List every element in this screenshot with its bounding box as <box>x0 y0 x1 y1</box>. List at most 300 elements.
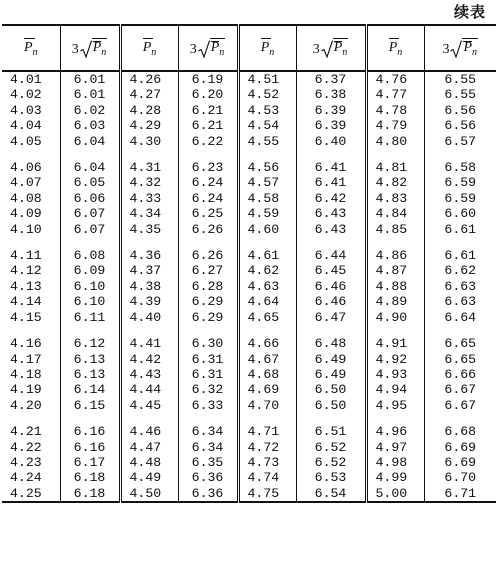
overline <box>143 38 154 39</box>
root-value: 6.26 <box>191 248 224 264</box>
root-value: 6.26 <box>191 221 224 237</box>
root-value: 6.61 <box>444 221 477 237</box>
p-value: 4.85 <box>375 221 408 237</box>
root-value: 6.42 <box>314 190 347 206</box>
p-value: 4.53 <box>247 102 280 118</box>
header-p-bar <box>120 25 178 71</box>
p-value: 4.40 <box>129 309 162 325</box>
root-value: 6.15 <box>73 397 106 413</box>
root-value-column <box>178 71 238 502</box>
row-group <box>179 424 237 501</box>
p-subscript: n <box>32 46 38 58</box>
p-value: 4.14 <box>10 294 42 310</box>
root-value-column <box>296 71 366 502</box>
p-value: 4.16 <box>10 336 42 352</box>
root-value: 6.67 <box>444 397 477 413</box>
p-value: 4.80 <box>375 133 408 149</box>
row-group <box>425 336 497 413</box>
root-value: 6.55 <box>444 72 477 87</box>
root-value: 6.18 <box>73 470 106 486</box>
p-value: 4.88 <box>375 278 408 294</box>
p-value: 4.69 <box>247 382 280 398</box>
root-value: 6.47 <box>314 309 347 325</box>
p-value: 4.83 <box>375 190 408 206</box>
root-value: 6.63 <box>444 294 477 310</box>
row-group <box>425 424 497 501</box>
root-value: 6.24 <box>191 190 224 206</box>
radicand-letter: P <box>92 40 102 56</box>
row-group <box>297 72 365 149</box>
row-group <box>297 160 365 237</box>
p-bar-symbol <box>389 38 403 58</box>
root-value: 6.13 <box>73 351 106 367</box>
root-value: 6.65 <box>444 336 477 352</box>
radicand-subscript: n <box>342 46 348 58</box>
radicand-overline <box>93 41 102 42</box>
p-value: 4.68 <box>247 366 280 382</box>
p-value: 4.19 <box>10 382 42 398</box>
p-value: 4.11 <box>10 248 42 264</box>
p-value: 4.62 <box>247 263 280 279</box>
p-value: 4.46 <box>129 424 162 440</box>
root-value: 6.52 <box>314 439 347 455</box>
p-value: 4.18 <box>10 366 42 382</box>
p-value: 4.93 <box>375 366 408 382</box>
root-value: 6.12 <box>73 336 106 352</box>
p-value: 4.64 <box>247 294 280 310</box>
p-value: 4.56 <box>247 160 280 176</box>
row-group <box>61 424 119 501</box>
root-value: 6.69 <box>444 439 477 455</box>
table-caption: 续表 <box>453 3 486 21</box>
root-value: 6.25 <box>191 206 224 222</box>
root-value: 6.36 <box>191 470 224 486</box>
p-value-column <box>238 71 296 502</box>
p-value: 4.75 <box>247 485 280 501</box>
row-group <box>130 72 178 149</box>
p-bar-symbol <box>143 38 157 58</box>
root-value: 6.35 <box>191 454 224 470</box>
row-group <box>179 160 237 237</box>
root-value: 6.39 <box>314 102 347 118</box>
radicand-subscript: n <box>101 46 107 58</box>
root-value: 6.38 <box>314 87 347 103</box>
root-value: 6.50 <box>314 382 347 398</box>
root-value: 6.01 <box>73 72 106 87</box>
root-value: 6.65 <box>444 351 477 367</box>
p-value: 4.29 <box>129 118 162 134</box>
p-value: 4.02 <box>10 87 42 103</box>
p-value: 4.52 <box>247 87 280 103</box>
row-group <box>179 336 237 413</box>
p-value: 4.87 <box>375 263 408 279</box>
p-value-column <box>120 71 178 502</box>
root-value: 6.46 <box>314 278 347 294</box>
root-value: 6.11 <box>73 309 106 325</box>
root-value: 6.07 <box>73 221 106 237</box>
root-value: 6.53 <box>314 470 347 486</box>
root-value: 6.10 <box>73 294 106 310</box>
row-group <box>61 336 119 413</box>
root-value: 6.40 <box>314 133 347 149</box>
coefficient: 3 <box>442 41 450 57</box>
p-value: 4.37 <box>129 263 162 279</box>
p-value: 4.67 <box>247 351 280 367</box>
row-group <box>130 248 178 325</box>
row-group <box>248 424 296 501</box>
row-group <box>10 160 60 237</box>
p-value: 4.42 <box>129 351 162 367</box>
root-value: 6.31 <box>191 351 224 367</box>
root-value: 6.43 <box>314 206 347 222</box>
root-value: 6.67 <box>444 382 477 398</box>
root-value: 6.63 <box>444 278 477 294</box>
root-value: 6.03 <box>73 118 106 134</box>
root-value: 6.16 <box>73 439 106 455</box>
coefficient: 3 <box>312 41 320 57</box>
header-three-root <box>424 25 496 71</box>
row-group <box>10 336 60 413</box>
row-group <box>248 336 296 413</box>
header-three-root <box>296 25 366 71</box>
header-row <box>2 25 496 71</box>
radicand-subscript: n <box>472 46 478 58</box>
p-value: 4.21 <box>10 424 42 440</box>
root-value: 6.09 <box>73 263 106 279</box>
p-value: 4.28 <box>129 102 162 118</box>
p-value: 4.23 <box>10 454 42 470</box>
root-value: 6.31 <box>191 366 224 382</box>
p-value: 4.78 <box>375 102 408 118</box>
overline <box>24 38 35 39</box>
p-value: 4.31 <box>129 160 162 176</box>
p-value: 4.51 <box>247 72 280 87</box>
p-value: 4.30 <box>129 133 162 149</box>
row-group <box>425 72 497 149</box>
p-value: 4.38 <box>129 278 162 294</box>
row-group <box>130 160 178 237</box>
radicand <box>92 38 108 58</box>
radicand-subscript: n <box>219 46 225 58</box>
root-value: 6.68 <box>444 424 477 440</box>
p-value: 5.00 <box>375 485 408 501</box>
root-value: 6.41 <box>314 160 347 176</box>
p-subscript: n <box>269 46 275 58</box>
row-group <box>248 72 296 149</box>
p-letter: P <box>260 40 270 56</box>
radical-expression <box>190 38 226 58</box>
root-value: 6.30 <box>191 336 224 352</box>
root-value: 6.20 <box>191 87 224 103</box>
p-value: 4.92 <box>375 351 408 367</box>
p-value: 4.84 <box>375 206 408 222</box>
p-value: 4.74 <box>247 470 280 486</box>
p-value: 4.91 <box>375 336 408 352</box>
p-value: 4.77 <box>375 87 408 103</box>
root-value-column <box>60 71 120 502</box>
root-value: 6.50 <box>314 397 347 413</box>
root-value: 6.49 <box>314 351 347 367</box>
root-value: 6.04 <box>73 133 106 149</box>
root-value: 6.21 <box>191 102 224 118</box>
p-value: 4.98 <box>375 454 408 470</box>
p-value: 4.08 <box>10 190 42 206</box>
radicand <box>333 38 349 58</box>
p-letter: P <box>23 40 33 56</box>
row-group <box>376 336 424 413</box>
p-value: 4.58 <box>247 190 280 206</box>
root-value: 6.34 <box>191 424 224 440</box>
p-value: 4.43 <box>129 366 162 382</box>
row-group <box>248 248 296 325</box>
root-value: 6.08 <box>73 248 106 264</box>
p-value: 4.26 <box>129 72 162 87</box>
p-value: 4.63 <box>247 278 280 294</box>
p-value: 4.09 <box>10 206 42 222</box>
coefficient: 3 <box>189 41 197 57</box>
row-group <box>376 72 424 149</box>
row-group <box>297 424 365 501</box>
root-value: 6.55 <box>444 87 477 103</box>
root-value: 6.33 <box>191 397 224 413</box>
root-value: 6.06 <box>73 190 106 206</box>
root-value: 6.28 <box>191 278 224 294</box>
p-subscript: n <box>151 46 157 58</box>
p-value: 4.07 <box>10 175 42 191</box>
p-subscript: n <box>397 46 403 58</box>
p-value: 4.41 <box>129 336 162 352</box>
root-value: 6.27 <box>191 263 224 279</box>
radical-sign-icon <box>80 40 92 58</box>
root-value: 6.66 <box>444 366 477 382</box>
p-value: 4.66 <box>247 336 280 352</box>
p-value: 4.76 <box>375 72 408 87</box>
radicand-overline <box>334 41 343 42</box>
p-value: 4.01 <box>10 72 42 87</box>
root-value: 6.58 <box>444 160 477 176</box>
p-value: 4.06 <box>10 160 42 176</box>
p-value: 4.97 <box>375 439 408 455</box>
p-value: 4.59 <box>247 206 280 222</box>
root-value: 6.46 <box>314 294 347 310</box>
radical-sign-icon <box>198 40 210 58</box>
radical-sign-icon <box>450 40 462 58</box>
p-value: 4.13 <box>10 278 42 294</box>
row-group <box>61 160 119 237</box>
root-value: 6.04 <box>73 160 106 176</box>
p-value: 4.33 <box>129 190 162 206</box>
root-value: 6.19 <box>191 72 224 87</box>
p-value: 4.89 <box>375 294 408 310</box>
row-group <box>10 424 60 501</box>
row-group <box>248 160 296 237</box>
root-value: 6.32 <box>191 382 224 398</box>
p-value: 4.34 <box>129 206 162 222</box>
coefficient: 3 <box>71 41 79 57</box>
root-value: 6.45 <box>314 263 347 279</box>
header-p-bar <box>366 25 424 71</box>
overline <box>261 38 272 39</box>
p-value: 4.79 <box>375 118 408 134</box>
row-group <box>376 160 424 237</box>
p-value: 4.57 <box>247 175 280 191</box>
p-value: 4.35 <box>129 221 162 237</box>
p-value: 4.86 <box>375 248 408 264</box>
root-value: 6.52 <box>314 454 347 470</box>
p-value-column <box>366 71 424 502</box>
root-value: 6.69 <box>444 454 477 470</box>
root-value: 6.29 <box>191 294 224 310</box>
radicand-letter: P <box>463 40 473 56</box>
p-value: 4.03 <box>10 102 42 118</box>
p-value: 4.50 <box>129 485 162 501</box>
p-value: 4.95 <box>375 397 408 413</box>
p-value: 4.82 <box>375 175 408 191</box>
root-value: 6.44 <box>314 248 347 264</box>
p-value: 4.15 <box>10 309 42 325</box>
p-value: 4.47 <box>129 439 162 455</box>
p-value: 4.60 <box>247 221 280 237</box>
root-value: 6.29 <box>191 309 224 325</box>
radicand-letter: P <box>333 40 343 56</box>
header-three-root <box>60 25 120 71</box>
p-value: 4.96 <box>375 424 408 440</box>
root-value: 6.34 <box>191 439 224 455</box>
root-value: 6.23 <box>191 160 224 176</box>
row-group <box>61 248 119 325</box>
root-value: 6.18 <box>73 485 106 501</box>
p-value: 4.55 <box>247 133 280 149</box>
data-table <box>2 24 496 503</box>
row-group <box>425 160 497 237</box>
p-value: 4.27 <box>129 87 162 103</box>
radical-sign-icon <box>321 40 333 58</box>
root-value: 6.54 <box>314 485 347 501</box>
root-value: 6.64 <box>444 309 477 325</box>
root-value: 6.17 <box>73 454 106 470</box>
root-value-column <box>424 71 496 502</box>
row-group <box>297 336 365 413</box>
root-value: 6.70 <box>444 470 477 486</box>
p-value: 4.45 <box>129 397 162 413</box>
root-value: 6.01 <box>73 87 106 103</box>
p-value: 4.99 <box>375 470 408 486</box>
radicand-overline <box>463 41 472 42</box>
root-value: 6.56 <box>444 102 477 118</box>
root-value: 6.41 <box>314 175 347 191</box>
root-value: 6.36 <box>191 485 224 501</box>
root-value: 6.07 <box>73 206 106 222</box>
root-value: 6.51 <box>314 424 347 440</box>
header-three-root <box>178 25 238 71</box>
root-value: 6.49 <box>314 366 347 382</box>
root-value: 6.14 <box>73 382 106 398</box>
p-value: 4.94 <box>375 382 408 398</box>
root-value: 6.13 <box>73 366 106 382</box>
p-value: 4.36 <box>129 248 162 264</box>
p-value: 4.65 <box>247 309 280 325</box>
p-letter: P <box>388 40 398 56</box>
p-value: 4.81 <box>375 160 408 176</box>
body-row <box>2 71 496 502</box>
p-value: 4.10 <box>10 221 42 237</box>
p-value: 4.17 <box>10 351 42 367</box>
root-value: 6.61 <box>444 248 477 264</box>
root-value: 6.02 <box>73 102 106 118</box>
radical-expression <box>442 38 478 58</box>
header-p-bar <box>2 25 60 71</box>
root-value: 6.48 <box>314 336 347 352</box>
p-value: 4.72 <box>247 439 280 455</box>
root-value: 6.39 <box>314 118 347 134</box>
row-group <box>179 248 237 325</box>
radical-expression <box>72 38 108 58</box>
row-group <box>10 72 60 149</box>
root-value: 6.62 <box>444 263 477 279</box>
p-value-column <box>2 71 60 502</box>
row-group <box>376 248 424 325</box>
root-value: 6.71 <box>444 485 477 501</box>
header-p-bar <box>238 25 296 71</box>
root-value: 6.37 <box>314 72 347 87</box>
row-group <box>10 248 60 325</box>
root-value: 6.59 <box>444 175 477 191</box>
p-value: 4.25 <box>10 485 42 501</box>
p-value: 4.73 <box>247 454 280 470</box>
root-value: 6.05 <box>73 175 106 191</box>
p-value: 4.20 <box>10 397 42 413</box>
root-value: 6.60 <box>444 206 477 222</box>
p-value: 4.61 <box>247 248 280 264</box>
root-value: 6.10 <box>73 278 106 294</box>
root-value: 6.24 <box>191 175 224 191</box>
radicand <box>462 38 478 58</box>
overline <box>389 38 400 39</box>
radical-expression <box>313 38 349 58</box>
row-group <box>425 248 497 325</box>
p-value: 4.05 <box>10 133 42 149</box>
p-value: 4.44 <box>129 382 162 398</box>
root-value: 6.21 <box>191 118 224 134</box>
p-letter: P <box>142 40 152 56</box>
row-group <box>179 72 237 149</box>
row-group <box>297 248 365 325</box>
p-value: 4.39 <box>129 294 162 310</box>
radicand-overline <box>211 41 220 42</box>
p-value: 4.12 <box>10 263 42 279</box>
p-value: 4.49 <box>129 470 162 486</box>
p-bar-symbol <box>24 38 38 58</box>
p-value: 4.04 <box>10 118 42 134</box>
p-bar-symbol <box>261 38 275 58</box>
row-group <box>61 72 119 149</box>
radicand <box>210 38 226 58</box>
root-value: 6.57 <box>444 133 477 149</box>
p-value: 4.90 <box>375 309 408 325</box>
radicand-letter: P <box>210 40 220 56</box>
p-value: 4.22 <box>10 439 42 455</box>
root-value: 6.59 <box>444 190 477 206</box>
p-value: 4.71 <box>247 424 280 440</box>
p-value: 4.32 <box>129 175 162 191</box>
row-group <box>130 424 178 501</box>
p-value: 4.48 <box>129 454 162 470</box>
root-value: 6.56 <box>444 118 477 134</box>
root-value: 6.16 <box>73 424 106 440</box>
root-value: 6.22 <box>191 133 224 149</box>
p-value: 4.70 <box>247 397 280 413</box>
row-group <box>376 424 424 501</box>
